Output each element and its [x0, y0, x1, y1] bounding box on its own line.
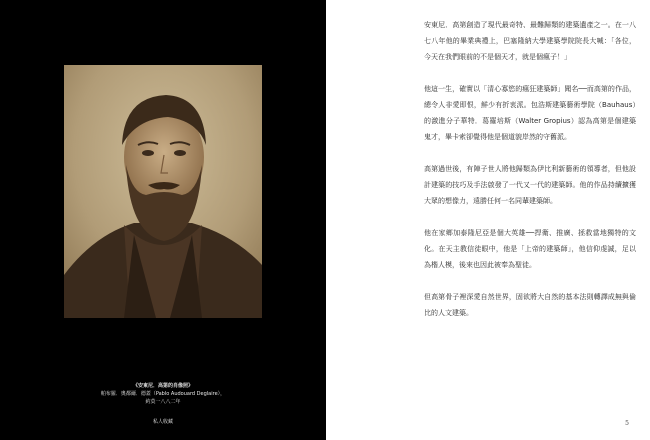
caption-date: 約莫一八八二年 [145, 399, 181, 405]
paragraph: 他這一生，確實以「清心寡慾的瘋狂建築師」聞名──而高第的作品，總令人非愛即恨，鮮少有折衷派。包浩斯建築藝術學院（Bauhaus）的激進分子華特．葛羅培斯（Walter Gropius）認為高第是個建築鬼才，畢卡索卻覺得他是個道貌岸然的守舊派。 [424, 85, 636, 141]
caption-credit: 帕布羅．奧都爾．德蓋（Pablo Audouard Deglaire）， [100, 391, 226, 397]
paragraph: 他在家鄉加泰隆尼亞是個大英雄──捍衛、推廣、拯救當地獨特的文化。在天主教信徒眼中，他是「上帝的建築師」，他信仰虔誠，足以為楷人模，後來也因此被奉為聖徒。 [424, 229, 636, 269]
paragraph: 但高第骨子裡深愛自然世界，固欲將大自然的基本法則轉譯成無與倫比的人文建築。 [424, 293, 636, 317]
gaudi-portrait-photo [64, 65, 262, 318]
paragraph: 高第過世後，有陣子世人將他歸類為伊比利新藝術的領導者，但他設計建築的技巧及手法啟發了一代又一代的建築師。他的作品持續擴獲大眾的想像力，遠勝任何一名同輩建築師。 [424, 165, 636, 205]
paragraph: 安東尼．高第創造了現代最奇特、最難歸類的建築遺產之一。在一八七八年他的畢業典禮上，巴塞隆納大學建築學院院長大喊：「各位，今天在我們眼前的不是個天才，就是個瘋子！」 [424, 21, 636, 61]
right-page [326, 0, 650, 440]
caption-source: 私人收藏 [152, 419, 173, 425]
caption-title: 《安東尼．高第的肖像照》 [132, 383, 193, 389]
photo-caption [56, 382, 270, 426]
body-text [424, 17, 636, 321]
portrait-image [64, 65, 262, 318]
page-number: 5 [625, 420, 629, 427]
